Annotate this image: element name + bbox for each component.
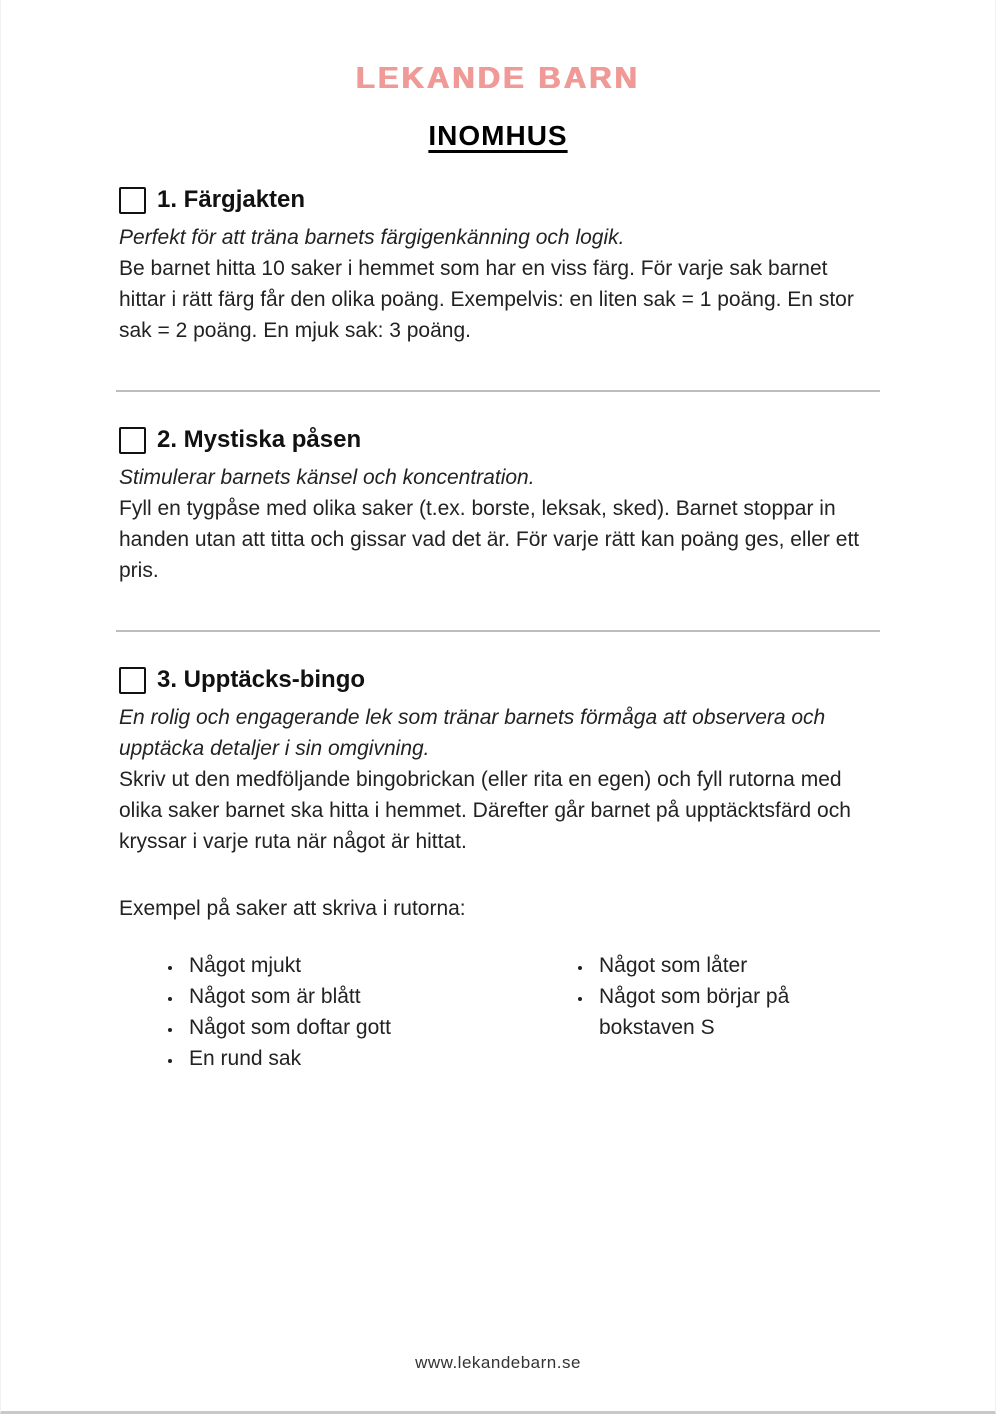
examples-intro: Exempel på saker att skriva i rutorna:	[119, 897, 466, 920]
list-item: • Något som doftar gott	[183, 1012, 529, 1043]
section-description: En rolig och engagerande lek som tränar barnets förmåga att observera och upptäcka detaljer i sin omgivning.	[119, 706, 826, 760]
list-item: • Något som börjar på bokstaven S	[593, 981, 819, 1043]
list-item: • En rund sak	[183, 1043, 529, 1074]
section-body: Skriv ut den medföljande bingobrickan (eller rita en egen) och fyll rutorna med olika saker barnet ska hitta i hemmet. Därefter går barnet på upptäcktsfärd och kryssar i varje ruta när något är hittat.	[119, 768, 851, 853]
page-title: INOMHUS	[428, 120, 568, 151]
section-header	[119, 666, 877, 694]
section-divider	[116, 630, 880, 632]
section-header	[119, 426, 877, 454]
section-upptacks-bingo	[119, 666, 877, 857]
section-header	[119, 186, 877, 214]
section-title: 3. Upptäcks-bingo	[157, 666, 366, 693]
section-description: Stimulerar barnets känsel och koncentration.	[119, 466, 535, 489]
checkbox-icon	[119, 667, 146, 694]
footer-url: www.lekandebarn.se	[415, 1353, 581, 1372]
section-body: Fyll en tygpåse med olika saker (t.ex. borste, leksak, sked). Barnet stoppar in handen utan att titta och gissar vad det är. För varje rätt kan poäng ges, eller ett pris.	[119, 497, 860, 582]
examples-list-left	[119, 950, 529, 1074]
list-item: • Något som låter	[593, 950, 819, 981]
brand-logo: LEKANDE BARN	[356, 60, 640, 95]
page-content	[1, 60, 995, 1074]
section-title: 1. Färgjakten	[157, 186, 306, 213]
section-mystiska-pasen	[119, 426, 877, 586]
section-body: Be barnet hitta 10 saker i hemmet som har en viss färg. För varje sak barnet hittar i rätt färg får den olika poäng. Exempelvis: en liten sak = 1 poäng. En stor sak = 2 poäng. En mjuk sak: 3 poäng.	[119, 257, 854, 342]
section-description: Perfekt för att träna barnets färgigenkänning och logik.	[119, 226, 625, 249]
checkbox-icon	[119, 187, 146, 214]
examples-list-right	[529, 950, 819, 1074]
section-divider	[116, 390, 880, 392]
checkbox-icon	[119, 427, 146, 454]
examples-columns	[119, 950, 877, 1074]
section-title: 2. Mystiska påsen	[157, 426, 362, 453]
list-item: • Något mjukt	[183, 950, 529, 981]
section-fargjakten	[119, 186, 877, 346]
list-item: • Något som är blått	[183, 981, 529, 1012]
